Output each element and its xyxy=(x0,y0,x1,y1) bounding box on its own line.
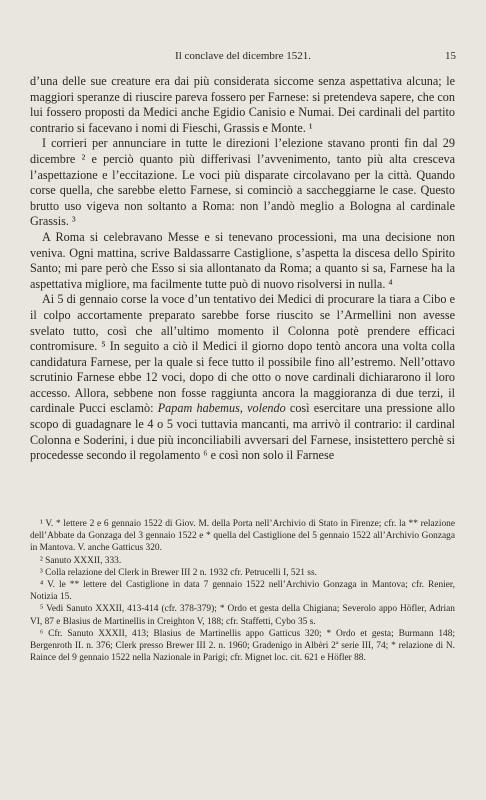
page-header xyxy=(30,50,456,66)
paragraph-4-emphasis: Papam habemus, volendo xyxy=(157,401,286,416)
main-text xyxy=(30,74,455,464)
paragraph-1: d’una delle sue creature era dai più considerata siccome senza aspettativa alcuna; le maggiori speranze di riuscire pareva fossero per Farnese: si pretendeva sapere, che con lui fossero proposti da Medici anche Egidio Canisio e Numai. Dei cardinali del partito contrario si facevano i nomi di Fieschi, Grassis e Monte. ¹ xyxy=(30,74,455,135)
page-number: 15 xyxy=(445,50,456,62)
footnote-1: ¹ V. * lettere 2 e 6 gennaio 1522 di Giov. M. della Porta nell’Archivio di Stato in Firenze; cfr. la ** relazione dell’Abbate da Gonzaga del 3 gennaio 1522 e * quella del Castiglione del 5 gennaio 1522 all’Archivio Gonzaga in Mantova. V. anche Gatticus 320. xyxy=(30,519,455,554)
footnotes xyxy=(30,518,455,664)
footnote-3: ³ Colla relazione del Clerk in Brewer III 2 n. 1932 cfr. Petrucelli I, 521 ss. xyxy=(40,567,317,578)
footnote-5: ⁵ Vedi Sanuto XXXII, 413-414 (cfr. 378-379); * Ordo et gesta della Chigiana; Severolo appo Höfler, Adrian VI, 87 e Blasius de Martinellis in Creighton V, 188; cfr. Staffetti, Cybo 35 s. xyxy=(30,604,455,627)
paragraph-3: A Roma si celebravano Messe e si tenevano processioni, ma una decisione non veniva. Ogni mattina, scrive Baldassarre Castiglione, s’aspetta la discesa dello Spirito Santo; mi pare però che Esso si sia allontanato da Roma; a quanto si sa, Farnese ha la aspettativa migliore, ma facilmente tutte può di nuovo risolversi in nulla. ⁴ xyxy=(30,229,455,291)
footnote-6: ⁶ Cfr. Sanuto XXXII, 413; Blasius de Martinellis appo Gatticus 320; * Ordo et gesta; Burmann 148; Bergenroth II. n. 376; Clerk presso Brewer III 2. n. 1960; Gradenigo in Albèri 2ª serie III, 74; * relazione di N. Raince del 9 gennaio 1522 nella Nazionale in Parigi; cfr. Mignet loc. cit. 621 e Höfler 88. xyxy=(30,628,455,664)
paragraph-4-part-a: Ai 5 di gennaio corse la voce d’un tentativo dei Medici di procurare la tiara a Cibo e il colpo accortamente preparato sarebbe forse riuscito se l’Armellini non avesse svelato tutto, così che all’ultimo momento il Colonna potè prendere efficaci contromisure. ⁵ In seguito a ciò il Medici il giorno dopo tentò ancora una volta colla candidatura Farnese, per la quale si fece tutto il possibile fino all’estremo. Nell’ottavo scrutinio Farnese ebbe 12 voci, dopo di che otto o nove cardinali dichiararono il loro accesso. Allora, sebbene non fosse raggiunta ancora la maggioranza di due terzi, il cardinale Pucci esclamò: xyxy=(30,292,455,416)
running-title: Il conclave del dicembre 1521. xyxy=(175,50,311,62)
paragraph-4-part-b: così esercitare una pressione allo scopo di guadagnare le 4 o 5 voci tuttavia mancanti, ma arrivò il contrario: il cardinal Colonna e Soderini, i due più inconciliabili avversari del Farnese, insistettero perchè si procedesse secondo il regolamento ⁶ e così non solo il Farnese xyxy=(30,401,456,463)
paragraph-2: I corrieri per annunciare in tutte le direzioni l’elezione stavano pronti fin dal 29 dicembre ² e perciò quanto più differivasi l’avvenimento, tanto più alta cresceva l’aspettazione e l’eccitazione. Le voci più disparate circolavano per la città. Quando corse quella, che sarebbe eletto Farnese, si cominciò a saccheggiarne le case. Questo brutto uso vigeva non soltanto a Roma: non l’andò meglio a Bologna al cardinale Grassis. ³ xyxy=(30,136,455,229)
paragraph-4 xyxy=(30,292,455,464)
footnote-2: ² Sanuto XXXII, 333. xyxy=(40,555,122,566)
footnote-4: ⁴ V. le ** lettere del Castiglione in data 7 gennaio 1522 nell’Archivio Gonzaga in Mantova; cfr. Renier, Notizia 15. xyxy=(30,580,455,603)
